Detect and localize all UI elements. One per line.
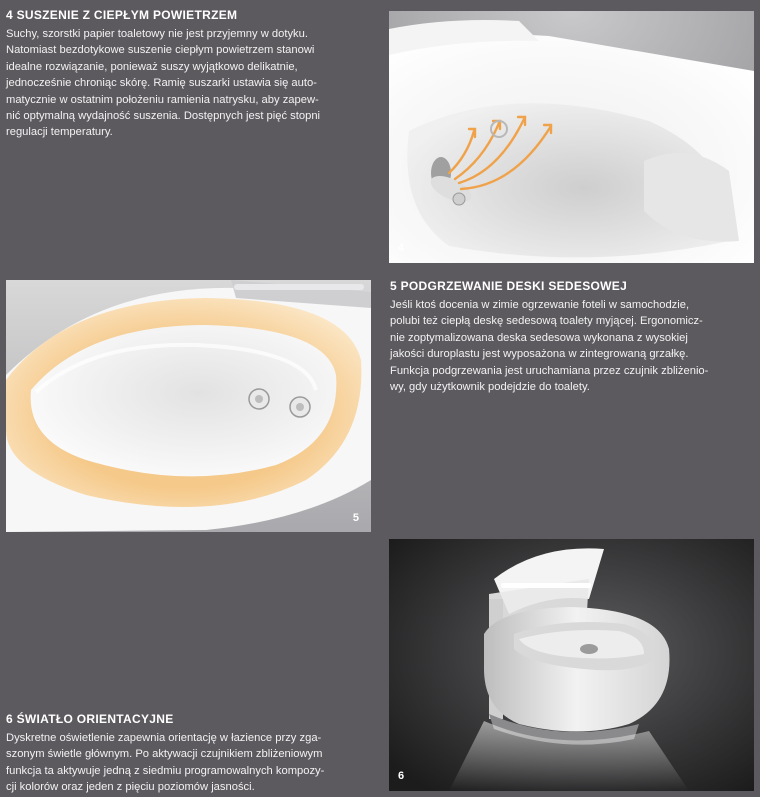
image-number-4: 4 (398, 242, 405, 254)
section-4-body (6, 26, 376, 141)
photo-6 (389, 539, 754, 791)
section-6-text (6, 712, 376, 796)
section-6-line: Dyskretne oświetlenie zapewnia orientację w łazience przy zga- (6, 732, 322, 744)
photo-5 (6, 280, 371, 532)
section-4-line: Suchy, szorstki papier toaletowy nie jest przyjemny w dotyku. (6, 28, 308, 40)
heated-toilet-seat-photo (6, 280, 371, 532)
section-5-line: polubi też ciepłą deskę sedesową toalety myjącej. Ergonomicz- (390, 315, 703, 328)
section-4-line: regulacji temperatury. (6, 126, 113, 139)
section-6-line: funkcja ta aktywuje jedną z siedmiu programowalnych kompozy- (6, 764, 325, 777)
section-5-body (390, 297, 756, 395)
section-6-title: 6 ŚWIATŁO ORIENTACYJNE (6, 712, 174, 726)
section-5-line: nie zoptymalizowana deska sedesowa wykonana z wysokiej (390, 331, 688, 344)
section-6-line: cji kolorów oraz jeden z pięciu poziomów jasności. (6, 781, 255, 794)
section-5-text (390, 279, 756, 395)
section-6-line: szonym świetle głównym. Po aktywacji czujnikiem zbliżeniowym (6, 748, 323, 761)
section-4-line: Natomiast bezdotykowe suszenie ciepłym powietrzem stanowi (6, 44, 315, 57)
wall-hung-shower-toilet-photo (389, 539, 754, 791)
toilet-bowl-warm-air-dryer-photo (389, 11, 754, 263)
section-4-text (6, 8, 376, 141)
section-5-title: 5 PODGRZEWANIE DESKI SEDESOWEJ (390, 279, 628, 293)
section-4-line: nić optymalną wydajność suszenia. Dostępnych jest pięć stopni (6, 110, 321, 123)
image-number-6: 6 (398, 770, 405, 782)
section-4-line: idealne rozwiązanie, ponieważ suszy wyjątkowo delikatnie, (6, 60, 298, 73)
section-5-line: jakości duroplastu jest wyposażona w zintegrowaną grzałkę. (390, 348, 689, 361)
section-5-line: Jeśli ktoś docenia w zimie ogrzewanie foteli w samochodzie, (390, 299, 690, 311)
photo-4 (389, 11, 754, 263)
image-number-5: 5 (352, 512, 359, 524)
section-4-line: jednocześnie chroniąc skórę. Ramię suszarki ustawia się auto- (6, 77, 317, 90)
section-5-line: Funkcja podgrzewania jest uruchamiana przez czujnik zbliżenio- (390, 364, 709, 377)
section-5-line: wy, gdy użytkownik podejdzie do toalety. (390, 381, 590, 394)
section-4-title: 4 SUSZENIE Z CIEPŁYM POWIETRZEM (6, 8, 238, 22)
section-4-line: matycznie w ostatnim położeniu ramienia natrysku, aby zapew- (6, 93, 319, 106)
section-6-body (6, 730, 376, 796)
